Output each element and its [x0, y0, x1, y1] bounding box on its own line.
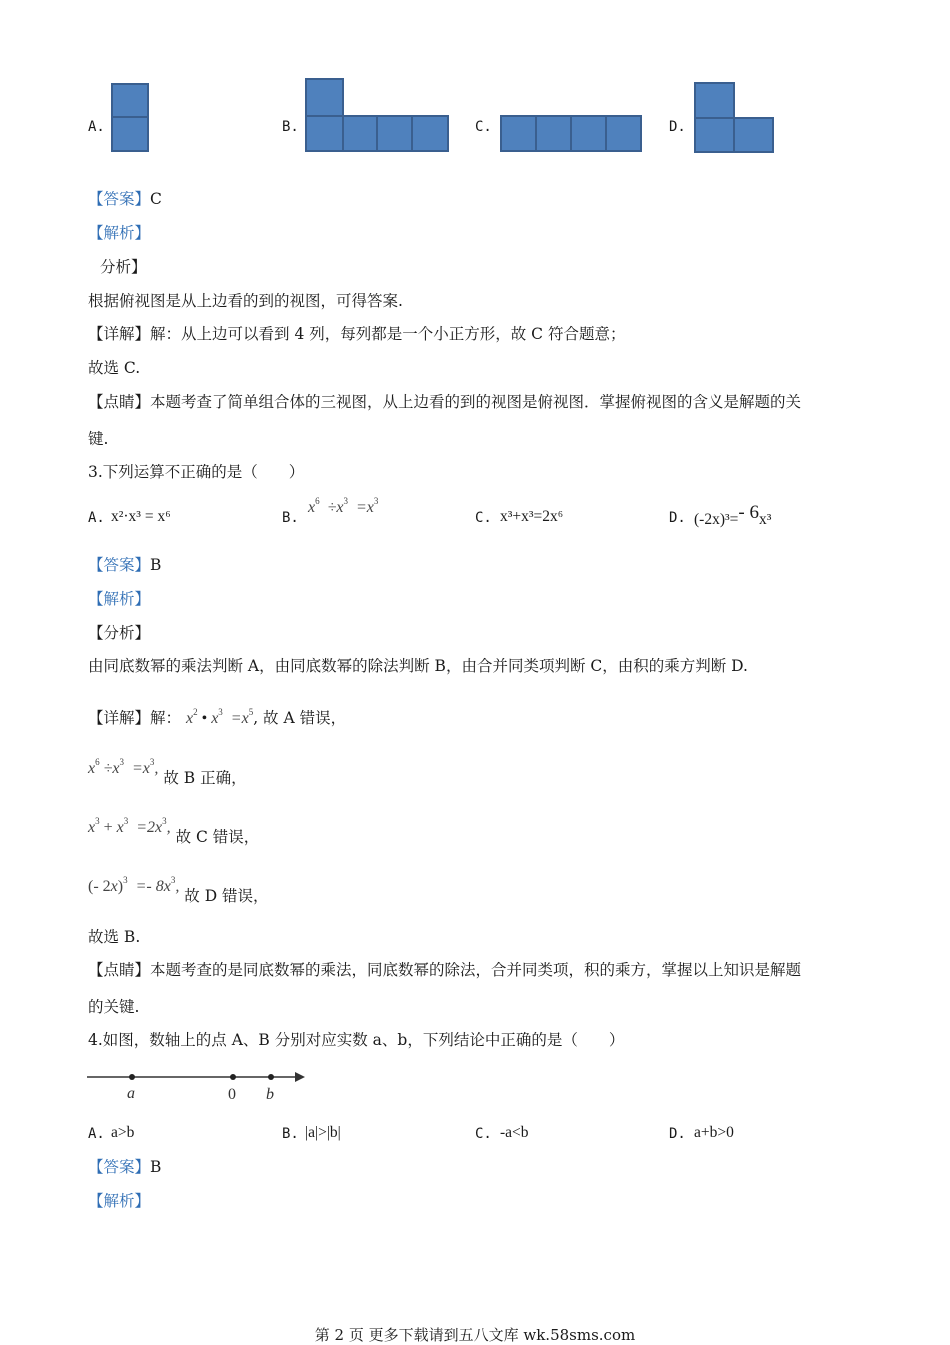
answer-value: B — [150, 1158, 162, 1176]
option-a-label: A. — [88, 119, 105, 135]
axis-arrow — [295, 1072, 305, 1082]
q2-detail — [88, 324, 625, 344]
detail-c-suffix: 故 C 错误， — [175, 828, 260, 846]
formula-d: (- $2x)^3 =- 8x^3$, — [88, 875, 180, 895]
square — [111, 116, 149, 152]
review-tag: 【点睛】 — [88, 393, 151, 411]
q3-review — [88, 960, 801, 980]
q3-question: 3.下列运算不正确的是（ ） — [88, 463, 305, 481]
q2-analysis-text: 根据俯视图是从上边看的到的视图，可得答案. — [88, 292, 403, 310]
square — [535, 115, 572, 152]
square — [342, 115, 378, 152]
q4-option-a: a>b — [111, 1124, 135, 1141]
q3-option-a-label: A. — [88, 510, 105, 526]
detail-tag: 【详解】 — [88, 325, 151, 343]
review-text: 本题考查了简单组合体的三视图，从上边看的到的视图是俯视图．掌握俯视图的含义是解题的关 — [150, 393, 802, 411]
axis-label-0: 0 — [228, 1086, 236, 1103]
q3-analysis-tag: 【解析】 — [88, 590, 151, 608]
square — [411, 115, 449, 152]
point-origin — [230, 1074, 236, 1080]
q3-choose: 故选 B. — [88, 928, 141, 946]
d-expr-right: x³ — [758, 511, 772, 528]
q3-detail-d — [88, 870, 269, 905]
q4-option-b: |a|>|b| — [305, 1124, 341, 1141]
d-expr-coef: - 6 — [738, 502, 759, 523]
detail-d-suffix: 故 D 错误， — [184, 887, 269, 905]
q2-review — [88, 392, 801, 412]
formula-c: $x^3 + x^3 =2x^3$, — [88, 816, 171, 836]
q3-option-d-label: D. — [669, 510, 686, 526]
q2-answer — [88, 189, 162, 209]
square — [305, 78, 344, 117]
detail-text: 解：从上边可以看到 4 列，每列都是一个小正方形，故 C 符合题意； — [150, 325, 626, 343]
page-footer: 第 2 页 更多下载请到五八文库 wk.58sms.com — [314, 1326, 636, 1344]
q4-option-c: -a<b — [500, 1124, 529, 1141]
detail-a-suffix: , 故 A 错误， — [253, 709, 347, 727]
square — [305, 115, 344, 152]
q4-option-d: a+b>0 — [694, 1124, 734, 1141]
square — [694, 82, 735, 119]
square — [500, 115, 537, 152]
q4-answer — [88, 1157, 161, 1177]
d-expr-left: (-2x)³= — [694, 511, 739, 528]
q4-option-d-label: D. — [669, 1126, 686, 1142]
formula-b: $x^6 \div x^3 =x^3$, — [88, 757, 159, 777]
option-c-label: C. — [475, 119, 492, 135]
detail-b-suffix: 故 B 正确， — [163, 769, 247, 787]
option-b-label: B. — [282, 119, 299, 135]
detail-tag: 【详解】 — [88, 709, 151, 727]
q4-question: 4.如图，数轴上的点 A、B 分别对应实数 a、b，下列结论中正确的是（ ） — [88, 1031, 625, 1049]
square — [376, 115, 413, 152]
q3-fenxi-text: 由同底数幂的乘法判断 A，由同底数幂的除法判断 B，由合并同类项判断 C，由积的乘方判断 D. — [88, 657, 748, 675]
detail-prefix: 解： — [150, 709, 182, 727]
axis-label-a: a — [127, 1085, 135, 1102]
square — [570, 115, 607, 152]
q3-option-c: x³+x³=2x⁶ — [500, 508, 564, 525]
square — [605, 115, 642, 152]
q3-option-a: x²·x³ = x⁶ — [111, 508, 171, 525]
point-b — [268, 1074, 274, 1080]
q2-choose: 故选 C. — [88, 359, 141, 377]
point-a — [129, 1074, 135, 1080]
review-text: 本题考查的是同底数幂的乘法，同底数幂的除法，合并同类项，积的乘方，掌握以上知识是解题 — [150, 961, 802, 979]
q4-option-c-label: C. — [475, 1126, 492, 1142]
option-d-label: D. — [669, 119, 686, 135]
q2-review-cont: 键. — [88, 430, 109, 448]
answer-value: B — [150, 556, 162, 574]
answer-value: C — [150, 190, 162, 208]
square — [694, 117, 735, 153]
q3-option-c-label: C. — [475, 510, 492, 526]
q3-option-d — [694, 502, 772, 530]
formula-a: $x^2$ • $x^3 =x^5$ — [185, 707, 254, 727]
q3-option-b-label: B. — [282, 510, 299, 526]
answer-tag: 【答案】 — [88, 1158, 151, 1176]
q4-analysis-tag: 【解析】 — [88, 1192, 151, 1210]
q3-detail-b — [88, 752, 247, 787]
answer-tag: 【答案】 — [88, 556, 151, 574]
review-tag: 【点睛】 — [88, 961, 151, 979]
q3-detail-c — [88, 811, 260, 846]
q4-option-a-label: A. — [88, 1126, 105, 1142]
q3-answer — [88, 555, 161, 575]
square — [733, 117, 774, 153]
q3-detail-a — [88, 702, 346, 729]
square — [111, 83, 149, 118]
q3-fenxi-tag: 【分析】 — [88, 624, 151, 642]
q2-analysis-tag: 【解析】 — [88, 224, 151, 242]
axis-label-b: b — [266, 1086, 274, 1103]
answer-tag: 【答案】 — [88, 190, 151, 208]
q3-option-b-formula: $x^6 \div x^3 =x^3$ — [308, 496, 379, 516]
q4-option-b-label: B. — [282, 1126, 299, 1142]
q3-review-cont: 的关键. — [88, 998, 140, 1016]
number-line — [85, 1066, 310, 1108]
q2-fenxi: 分析】 — [100, 258, 147, 276]
